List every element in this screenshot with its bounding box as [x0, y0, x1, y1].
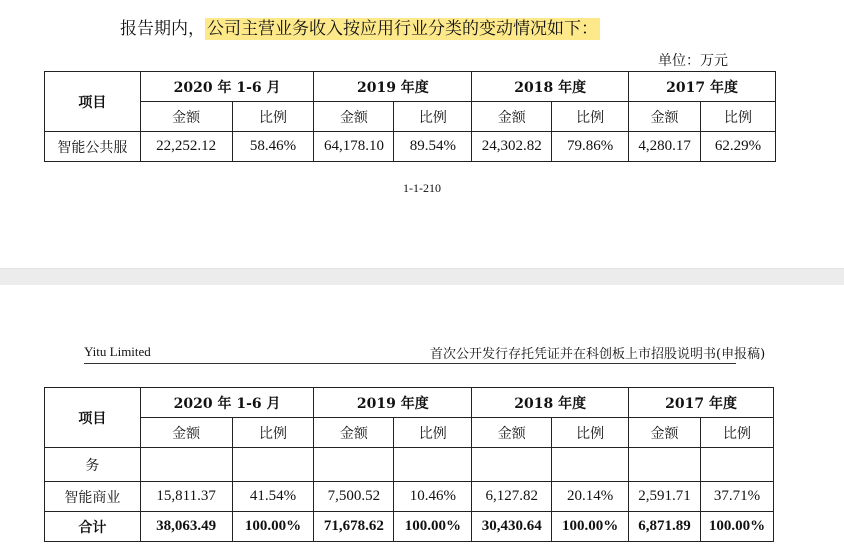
- table-cell: 100.00%: [552, 512, 629, 542]
- sub-header-amount: 金额: [314, 418, 394, 448]
- table-cell: 4,280.17: [629, 132, 701, 162]
- table-cell: 7,500.52: [314, 482, 394, 512]
- table-cell: 10.46%: [394, 482, 472, 512]
- sub-header-ratio: 比例: [232, 418, 314, 448]
- table-cell: 100.00%: [232, 512, 314, 542]
- sub-header-ratio: 比例: [701, 418, 774, 448]
- col-header-item: 项目: [45, 388, 141, 448]
- table-cell: 37.71%: [701, 482, 774, 512]
- table-cell: 71,678.62: [314, 512, 394, 542]
- table-cell: 22,252.12: [140, 132, 232, 162]
- intro-paragraph: [120, 14, 600, 39]
- document-page-2: [0, 285, 844, 544]
- table-cell-empty: [629, 448, 701, 482]
- period-header: 2019 年度: [314, 72, 472, 102]
- table-cell-empty: [472, 448, 552, 482]
- sub-header-amount: 金额: [472, 418, 552, 448]
- row-label-total: 合计: [45, 512, 141, 542]
- period-header: 2019 年度: [314, 388, 472, 418]
- table-cell-empty: [552, 448, 629, 482]
- sub-header-amount: 金额: [629, 102, 701, 132]
- table-cell-empty: [701, 448, 774, 482]
- row-label: 智能商业: [45, 482, 141, 512]
- table-cell: 100.00%: [701, 512, 774, 542]
- table-cell: 38,063.49: [140, 512, 232, 542]
- period-header: 2017 年度: [629, 388, 774, 418]
- sub-header-amount: 金额: [629, 418, 701, 448]
- table-cell: 6,127.82: [472, 482, 552, 512]
- sub-header-amount: 金额: [140, 102, 232, 132]
- sub-header-ratio: 比例: [394, 102, 472, 132]
- period-header: 2020 年 1-6 月: [140, 72, 314, 102]
- table-cell: 41.54%: [232, 482, 314, 512]
- sub-header-amount: 金额: [314, 102, 394, 132]
- document-page-1: [0, 0, 844, 268]
- unit-label: 单位：万元: [658, 53, 728, 69]
- table-cell: 24,302.82: [472, 132, 552, 162]
- page-divider: [0, 268, 844, 286]
- highlighted-text: 公司主营业务收入按应用行业分类的变动情况如下：: [207, 19, 598, 39]
- table-cell: 89.54%: [394, 132, 472, 162]
- sub-header-ratio: 比例: [552, 418, 629, 448]
- table-cell: 58.46%: [232, 132, 314, 162]
- table-cell: 20.14%: [552, 482, 629, 512]
- table-row-continued: [45, 448, 774, 482]
- running-header-title: 首次公开发行存托凭证并在科创板上市招股说明书(申报稿): [430, 347, 766, 362]
- table-cell: 62.29%: [701, 132, 776, 162]
- table-cell-empty: [232, 448, 314, 482]
- sub-header-amount: 金额: [472, 102, 552, 132]
- table-cell: 64,178.10: [314, 132, 394, 162]
- table-cell-empty: [394, 448, 472, 482]
- table-cell: 6,871.89: [629, 512, 701, 542]
- revenue-table-part-2: [44, 387, 774, 542]
- table-cell-empty: [314, 448, 394, 482]
- header-rule: [84, 363, 736, 364]
- sub-header-ratio: 比例: [552, 102, 629, 132]
- row-label-continued: 务: [45, 448, 141, 482]
- table-row: [45, 132, 776, 162]
- period-header: 2018 年度: [472, 388, 629, 418]
- sub-header-ratio: 比例: [232, 102, 314, 132]
- row-label: 智能公共服: [45, 132, 141, 162]
- sub-header-ratio: 比例: [701, 102, 776, 132]
- intro-prefix: 报告期内，: [120, 19, 205, 39]
- sub-header-ratio: 比例: [394, 418, 472, 448]
- page-number: 1-1-210: [403, 181, 441, 195]
- table-cell: 79.86%: [552, 132, 629, 162]
- period-header: 2017 年度: [629, 72, 776, 102]
- table-cell: 2,591.71: [629, 482, 701, 512]
- table-cell: 15,811.37: [140, 482, 232, 512]
- table-cell: 100.00%: [394, 512, 472, 542]
- col-header-item: 项目: [45, 72, 141, 132]
- table-total-row: [45, 512, 774, 542]
- revenue-table-part-1: [44, 71, 776, 162]
- table-row: [45, 482, 774, 512]
- table-cell: 30,430.64: [472, 512, 552, 542]
- period-header: 2020 年 1-6 月: [140, 388, 314, 418]
- table-cell-empty: [140, 448, 232, 482]
- running-header-company: Yitu Limited: [84, 344, 151, 359]
- period-header: 2018 年度: [472, 72, 629, 102]
- sub-header-amount: 金额: [140, 418, 232, 448]
